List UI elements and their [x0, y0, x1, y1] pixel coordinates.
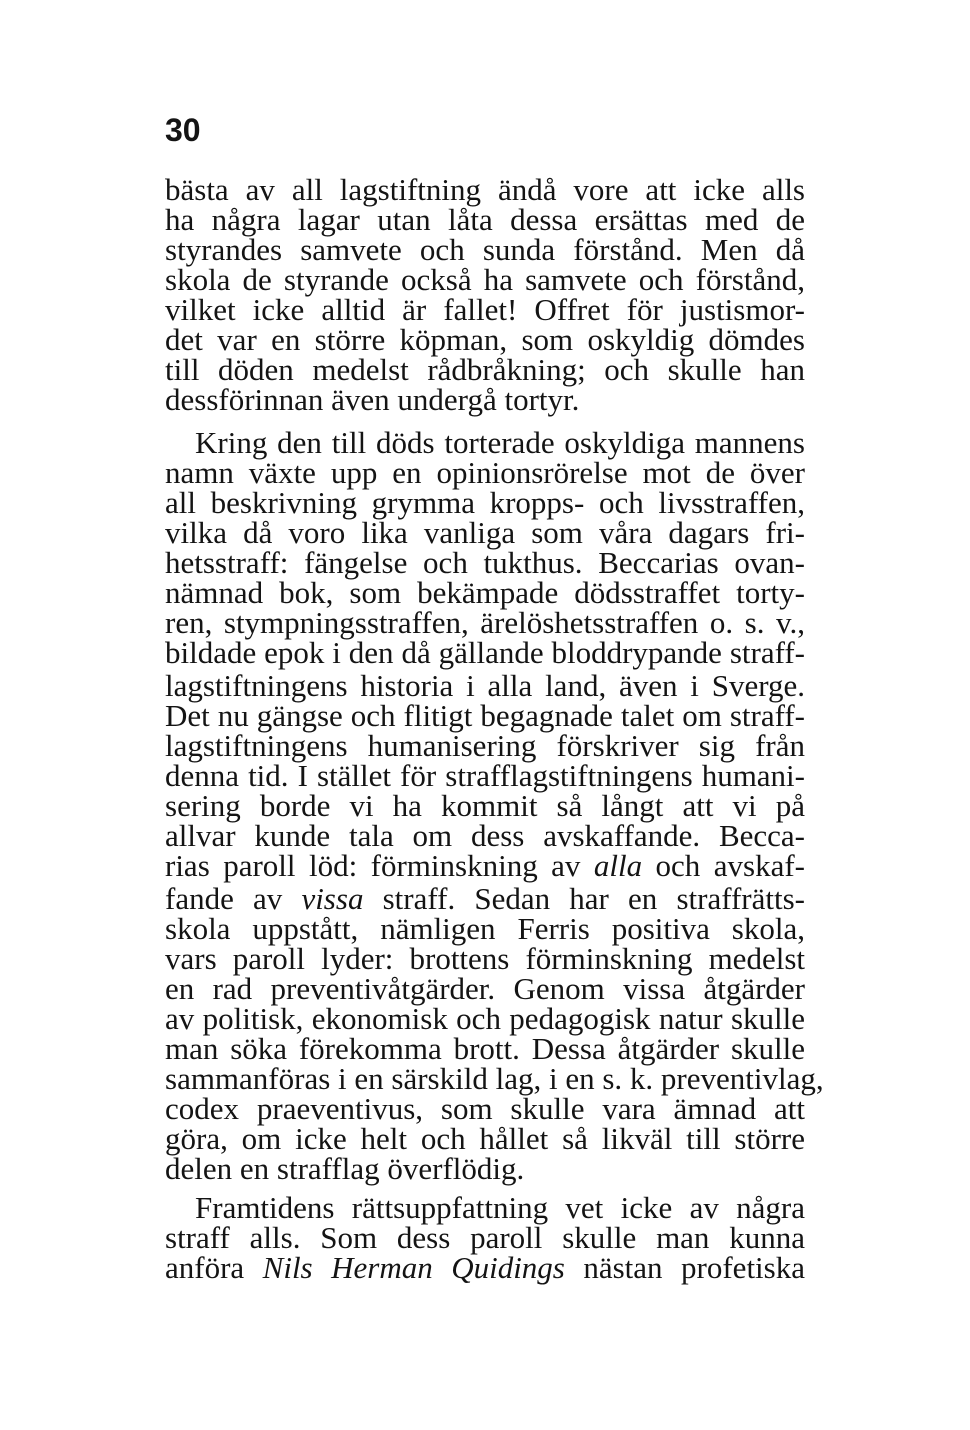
text-line: vilket icke alltid är fallet! Offret för justismor- [165, 292, 805, 327]
text-run: rias paroll löd: förminskning av [165, 848, 594, 883]
text-line: skola uppstått, nämligen Ferris positiva skola, [165, 911, 805, 946]
text-line: göra, om icke helt och hållet så likväl till större [165, 1121, 805, 1156]
text-line: sammanföras i en särskild lag, i en s. k. preventivlag, [165, 1061, 824, 1096]
text-line: bästa av all lagstiftning ändå vore att icke alls [165, 172, 805, 207]
text-line-with-italic [165, 1250, 805, 1286]
text-line: till döden medelst rådbråkning; och skulle han [165, 352, 805, 387]
text-line: codex praeventivus, som skulle vara ämnad att [165, 1091, 805, 1126]
text-line-with-italic [165, 848, 805, 884]
text-line: man söka förekomma brott. Dessa åtgärder skulle [165, 1031, 805, 1066]
text-line: straff alls. Som dess paroll skulle man kunna [165, 1220, 805, 1255]
text-line: vars paroll lyder: brottens förminskning medelst [165, 941, 805, 976]
page-number: 30 [165, 112, 201, 148]
text-line: bildade epok i den då gällande bloddrypande straff- [165, 635, 805, 670]
text-line: det var en större köpman, som oskyldig dömdes [165, 322, 805, 357]
text-line: namn växte upp en opinionsrörelse mot de över [165, 455, 805, 490]
text-line: denna tid. I stället för strafflagstiftningens humani- [165, 758, 805, 793]
text-line: ren, stympningsstraffen, ärelöshetsstraffen o. s. v., [165, 605, 805, 640]
text-line: Det nu gängse och flitigt begagnade talet om straff- [165, 698, 805, 733]
text-line: ha några lagar utan låta dessa ersättas med de [165, 202, 805, 237]
text-line: lagstiftningens humanisering förskriver sig från [165, 728, 805, 763]
text-line: Framtidens rättsuppfattning vet icke av några [195, 1190, 805, 1225]
text-run: anföra [165, 1250, 263, 1285]
text-line: hetsstraff: fängelse och tukthus. Beccarias ovan- [165, 545, 805, 580]
text-line: delen en strafflag överflödig. [165, 1151, 525, 1186]
italic-word: vissa [301, 881, 364, 916]
text-line: lagstiftningens historia i alla land, även i Sverge. [165, 668, 805, 703]
text-run: straff. Sedan har en straffrätts- [363, 881, 805, 916]
text-line: allvar kunde tala om dess avskaffande. Becca- [165, 818, 805, 853]
text-run: och avskaf- [642, 848, 805, 883]
text-line: en rad preventivåtgärder. Genom vissa åtgärder [165, 971, 805, 1006]
italic-word: alla [593, 848, 643, 883]
text-run: nästan profetiska [564, 1250, 805, 1285]
italic-phrase: Nils Herman Quidings [262, 1250, 565, 1285]
text-line: sering borde vi ha kommit så långt att vi på [165, 788, 805, 823]
text-line: dessförinnan även undergå tortyr. [165, 382, 580, 417]
text-line: Kring den till döds torterade oskyldiga mannens [195, 425, 805, 460]
text-line: skola de styrande också ha samvete och förstånd, [165, 262, 805, 297]
text-line: vilka då voro lika vanliga som våra dagars fri- [165, 515, 805, 550]
text-line: av politisk, ekonomisk och pedagogisk natur skulle [165, 1001, 805, 1036]
text-line: all beskrivning grymma kropps- och livsstraffen, [165, 485, 805, 520]
text-run: fande av [165, 881, 302, 916]
text-line: nämnad bok, som bekämpade dödsstraffet torty- [165, 575, 805, 610]
text-line: styrandes samvete och sunda förstånd. Men då [165, 232, 805, 267]
